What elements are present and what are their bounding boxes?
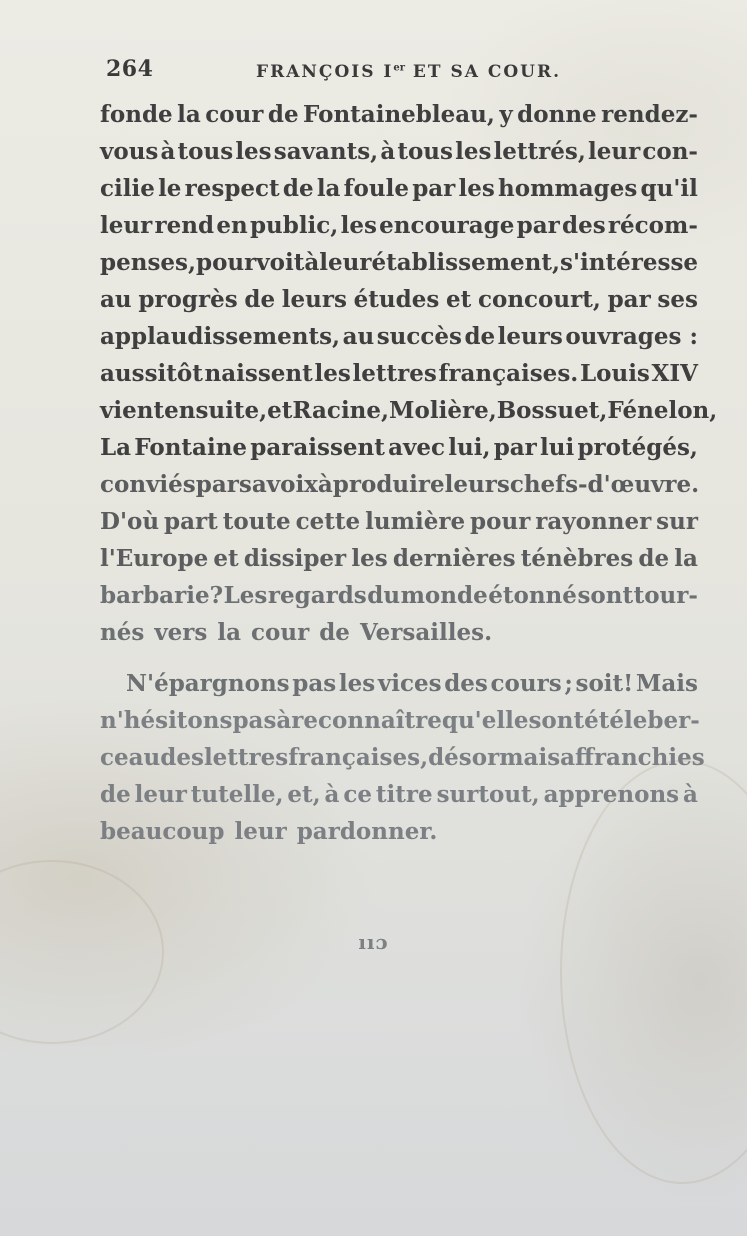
word: sur (656, 508, 698, 535)
word: et (267, 397, 293, 424)
word: été (584, 707, 624, 734)
text-line (100, 577, 698, 614)
word: à (380, 138, 396, 165)
word: pas (232, 707, 277, 734)
word: de (244, 286, 276, 313)
text-line (100, 318, 698, 355)
word: monde (400, 582, 488, 609)
word: de (638, 545, 670, 572)
word: n'hésitons (100, 707, 233, 734)
word: D'où (100, 508, 160, 535)
word: protégés, (577, 434, 698, 461)
word: les (351, 545, 388, 572)
word: beaucoup (100, 818, 225, 845)
word: sa (238, 471, 267, 498)
word: par (195, 471, 239, 498)
word: récom- (607, 212, 698, 239)
word: tous (397, 138, 453, 165)
word: à (304, 249, 320, 276)
word: ténèbres (520, 545, 634, 572)
word: les (235, 138, 272, 165)
word: Molière, (389, 397, 497, 424)
word: Fontainebleau, (303, 101, 495, 128)
word: savants, (273, 138, 379, 165)
word: chefs-d'œuvre. (509, 471, 700, 498)
word: de (319, 619, 350, 646)
word: des (444, 670, 488, 697)
word: le (623, 707, 648, 734)
word: vers (154, 619, 208, 646)
word: encourage (379, 212, 515, 239)
word: les (314, 360, 351, 387)
word: lettres (203, 744, 289, 771)
text-line (100, 429, 698, 466)
word: Racine, (292, 397, 390, 424)
word: du (367, 582, 401, 609)
word: des (160, 744, 204, 771)
text-line (100, 813, 698, 850)
word: voix (266, 471, 318, 498)
word: soit! (575, 670, 634, 697)
word: et (446, 286, 472, 313)
word: cette (295, 508, 361, 535)
word: ; (564, 670, 573, 697)
word: naissent (204, 360, 313, 387)
word: les (340, 212, 377, 239)
text-line (100, 392, 718, 429)
word: public, (249, 212, 339, 239)
word: la (316, 175, 341, 202)
word: Bossuet, (496, 397, 608, 424)
word: étonné (488, 582, 577, 609)
word: succès (376, 323, 462, 350)
word: surtout, (436, 781, 540, 808)
word: lui (540, 434, 575, 461)
word: applaudissements, (100, 323, 341, 350)
word: avec (388, 434, 446, 461)
text-line (100, 665, 698, 702)
word: affranchies (560, 744, 705, 771)
word: ensuite, (164, 397, 268, 424)
word: Les (223, 582, 268, 609)
word: par (607, 286, 651, 313)
word: à (683, 781, 698, 808)
word: progrès (138, 286, 238, 313)
word: ber- (647, 707, 700, 734)
word: hommages (498, 175, 638, 202)
text-line (100, 96, 698, 133)
text-line (100, 466, 698, 503)
word: ce (343, 781, 372, 808)
word: la (177, 101, 201, 128)
word: des (561, 212, 606, 239)
word: les (338, 670, 376, 697)
text-line (100, 170, 698, 207)
word: foule (343, 175, 409, 202)
word: y (499, 101, 513, 128)
word: reconnaître (291, 707, 442, 734)
word: à (276, 707, 292, 734)
text-line (100, 776, 698, 813)
word: lettres (352, 360, 437, 387)
word: les (455, 138, 492, 165)
word: pour (470, 508, 531, 535)
word: con- (642, 138, 698, 165)
word: le (158, 175, 182, 202)
word: sont (577, 582, 634, 609)
word: s'intéresse (560, 249, 699, 276)
word: à (317, 471, 333, 498)
word: l'Europe (100, 545, 209, 572)
word: la (217, 619, 242, 646)
running-head (256, 62, 561, 82)
word: leur (100, 212, 153, 239)
text-line (100, 355, 698, 392)
word: respect (184, 175, 280, 202)
word: aussitôt (100, 360, 203, 387)
word: cours (490, 670, 562, 697)
word: ouvrages : (565, 323, 698, 350)
word: françaises, (288, 744, 429, 771)
word: françaises. (438, 360, 579, 387)
word: pas (292, 670, 337, 697)
word: de (464, 323, 496, 350)
word: de (100, 781, 131, 808)
word: titre (375, 781, 433, 808)
word: cour (251, 619, 310, 646)
word: au (342, 323, 375, 350)
word: de (267, 101, 299, 128)
word: N'épargnons (126, 670, 290, 697)
word: et, (287, 781, 321, 808)
word: tour- (633, 582, 698, 609)
word: ont (541, 707, 585, 734)
word: barbarie? (100, 582, 224, 609)
word: Fontaine (134, 434, 248, 461)
word: conviés (100, 471, 196, 498)
text-line (100, 281, 698, 318)
text-line (100, 133, 698, 170)
word: la (674, 545, 698, 572)
word: vous (100, 138, 159, 165)
word: par (516, 212, 560, 239)
word: leur (134, 781, 187, 808)
word: leurs (444, 471, 510, 498)
word: de (282, 175, 314, 202)
word: toute (222, 508, 291, 535)
word: qu'il (640, 175, 698, 202)
word: paraissent (250, 434, 385, 461)
word: les (458, 175, 495, 202)
word: regards (267, 582, 367, 609)
word: à (160, 138, 176, 165)
word: cour (205, 101, 264, 128)
word: lumière (365, 508, 466, 535)
word: au (100, 286, 132, 313)
text-line (100, 540, 698, 577)
word: leur (319, 249, 372, 276)
word: vient (100, 397, 165, 424)
word: leurs (497, 323, 563, 350)
word: études (353, 286, 440, 313)
word: pardonner. (296, 818, 438, 845)
word: rendez- (601, 101, 698, 128)
word: leur (234, 818, 287, 845)
text-line (100, 503, 698, 540)
word: produire (332, 471, 445, 498)
paragraph-gap (100, 651, 698, 665)
word: Louis (579, 360, 650, 387)
word: dernières (392, 545, 516, 572)
text-line (100, 614, 698, 651)
word: leurs (281, 286, 347, 313)
word: Fénelon, (607, 397, 718, 424)
word: pourvoit (195, 249, 305, 276)
word: nés (100, 619, 145, 646)
page-number: 264 (106, 56, 154, 82)
word: ses (657, 286, 698, 313)
word: lui, (448, 434, 491, 461)
running-head-title: FRANÇOIS I (256, 62, 394, 82)
word: apprenons (543, 781, 680, 808)
word: en (216, 212, 248, 239)
word: La (100, 434, 132, 461)
word: rend (154, 212, 215, 239)
word: dissiper (243, 545, 347, 572)
text-line (100, 207, 698, 244)
word: tutelle, (190, 781, 284, 808)
end-ornament: ııɔ (358, 930, 389, 954)
word: vices (377, 670, 442, 697)
word: part (164, 508, 218, 535)
word: par (412, 175, 456, 202)
word: à (324, 781, 340, 808)
word: Mais (635, 670, 698, 697)
word: et (213, 545, 239, 572)
word: cilie (100, 175, 155, 202)
text-line (100, 244, 698, 281)
running-head-superscript: er (393, 62, 406, 74)
word: XIV (651, 360, 698, 387)
text-line (100, 702, 698, 739)
text-line (100, 739, 705, 776)
word: rayonner (535, 508, 652, 535)
word: lettrés, (493, 138, 586, 165)
word: établissement, (371, 249, 561, 276)
word: concourt, (477, 286, 601, 313)
word: fonde (100, 101, 173, 128)
word: Versailles. (359, 619, 493, 646)
word: leur (588, 138, 641, 165)
word: tous (177, 138, 234, 165)
running-head-rest: ET SA COUR. (405, 62, 562, 82)
word: désormais (428, 744, 561, 771)
word: par (493, 434, 537, 461)
word: penses, (100, 249, 196, 276)
word: donne (517, 101, 597, 128)
page-header (106, 50, 696, 90)
word: qu'elles (441, 707, 542, 734)
body-text (100, 96, 718, 850)
word: ceau (100, 744, 161, 771)
